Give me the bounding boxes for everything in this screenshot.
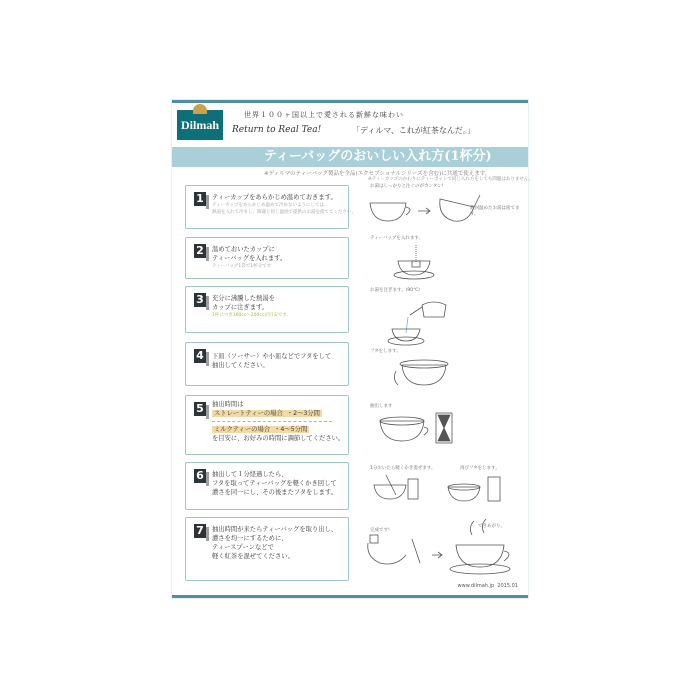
step-1 <box>185 185 356 229</box>
teapot-note: ※ティーカップのかわりにティーポットで同じ入れ方をしても問題はありません。 <box>368 177 534 182</box>
step-line: ティーバッグを入れます。 <box>212 255 287 262</box>
step-line: カップに注ぎます。 <box>212 304 269 311</box>
step-number: 5 <box>194 402 206 416</box>
step-subnote: 熱湯を入れて冷まし、陶器と同じ温度で提供のお湯を捨ててください。 <box>212 210 356 215</box>
steps-illustration <box>362 183 528 591</box>
teabag-remove-icon <box>368 535 406 564</box>
finished-tea-cup-icon <box>450 519 510 574</box>
step-4 <box>185 342 349 386</box>
cup-tilted-icon <box>440 195 480 221</box>
label-lid: フタをします。 <box>370 349 401 354</box>
step-7 <box>185 517 349 581</box>
spoon-icon <box>412 539 420 563</box>
slogan: 「ディルマ、これが紅茶なんだ。」 <box>352 126 475 135</box>
covered-cup-icon <box>448 484 480 501</box>
brand-name: Dilmah <box>180 118 219 132</box>
logo-leaf-icon <box>193 104 207 114</box>
straight-tea-time: ・2～3分間 <box>286 410 320 417</box>
page-title: ティーバッグのおいしい入れ方(1杯分) <box>264 149 492 164</box>
label-lid-again: 再びフタをします。 <box>460 466 500 471</box>
step-number: 4 <box>194 349 206 363</box>
label-tea-bag: ティーバッグを入れます。 <box>370 236 424 241</box>
cup-with-teabag-icon <box>394 245 434 279</box>
label-warm: お湯はしっかりと注ぐのがカンタン! <box>370 184 444 189</box>
step-line: ティーカップをあらかじめ温めておきます。 <box>212 194 337 201</box>
step-number: 1 <box>194 192 206 206</box>
hourglass-icon <box>436 413 452 443</box>
stir-cup-icon <box>374 475 406 499</box>
milk-tea-label: ミルクティーの場合 <box>214 426 271 433</box>
step-line: ティースプーンなどで <box>212 544 274 551</box>
step-text <box>212 352 331 370</box>
step-text <box>212 400 344 443</box>
straight-tea-label: ストレートティーの場合 <box>214 410 283 417</box>
arrow-icon <box>432 552 442 558</box>
step-text <box>212 245 286 270</box>
step-text <box>212 294 291 319</box>
hourglass-icon <box>408 479 418 499</box>
divider <box>212 421 332 422</box>
step-line: 抽出時間が来たらティーバッグを取り出し、 <box>212 526 338 533</box>
step-5 <box>185 395 349 455</box>
step-subnote: ティーカップをあらかじめ温めて冷めないようにしては、 <box>212 203 329 208</box>
illustration-column <box>362 183 528 591</box>
hourglass-icon <box>488 477 500 501</box>
step-text <box>212 470 337 497</box>
footer <box>458 583 518 589</box>
step-line: 充分に沸騰した熱湯を <box>212 295 275 302</box>
label-enjoy: できあがり。 <box>478 524 505 529</box>
step-line: 軽く紅茶を混ぜてください。 <box>212 553 294 560</box>
step-subnote: ティーバッグ1袋で1杯分です <box>212 264 272 269</box>
step-line: 濃さを同一にし、その後またフタをします。 <box>212 489 337 496</box>
step-text <box>212 525 337 561</box>
straight-tea-row <box>212 409 344 418</box>
label-done: 完成です! <box>370 528 390 533</box>
step-number: 7 <box>194 524 206 538</box>
step-text <box>212 193 356 216</box>
step-subnote: 1杯につき160cc～200ccが目安です。 <box>212 313 291 318</box>
dilmah-logo <box>177 110 223 140</box>
tea-instruction-sheet <box>172 100 534 598</box>
step-3 <box>185 286 349 333</box>
step-6 <box>185 462 349 510</box>
cup-icon <box>370 203 410 221</box>
milk-tea-row <box>212 425 344 434</box>
step-2 <box>185 237 349 279</box>
arrow-icon <box>418 208 430 214</box>
step-line: 抽出時間は <box>212 401 244 408</box>
label-discard: 数回温めたお湯は捨てます。 <box>470 206 520 217</box>
step-line: 抽出して１分経過したら、 <box>212 471 288 478</box>
tagline: 世界１００ヶ国以上で愛される新鮮な味わい <box>244 111 404 119</box>
label-steep: 抽出します <box>370 404 393 409</box>
step-line: 抽出してください。 <box>212 362 269 369</box>
cup-icon <box>380 417 428 441</box>
step-line: フタを取ってティーバッグを軽くかき回して <box>212 480 337 487</box>
footer-code: 2015.01 <box>497 583 518 589</box>
page-subtitle: ※ディルマのティーバッグ製品を全品(エクセプショナルシリーズを含む)に共通で使えます。 <box>264 171 491 177</box>
return-to-real-tea: Return to Real Tea! <box>232 125 322 135</box>
step-line: 温めておいたカップに <box>212 246 275 253</box>
footer-url: www.dilmah.jp <box>457 583 495 589</box>
step-number: 3 <box>194 293 206 307</box>
step-line: 濃さを均一にするために、 <box>212 535 288 542</box>
step-line: を目安に、お好みの時間に調節してください。 <box>212 435 345 442</box>
label-pour: お湯を注ぎます。(90℃) <box>370 288 420 293</box>
covered-cup-icon <box>394 360 448 385</box>
step-line: 下皿（ソーサー）や小皿などでフタをして <box>212 353 332 360</box>
label-stir: 1分おいたら軽くかき混ぜます。 <box>370 466 436 471</box>
header <box>172 103 528 145</box>
milk-tea-time: ・4～5分間 <box>274 426 308 433</box>
pot-pouring-icon <box>406 302 446 333</box>
step-number: 6 <box>194 469 206 483</box>
step-number: 2 <box>194 244 206 258</box>
